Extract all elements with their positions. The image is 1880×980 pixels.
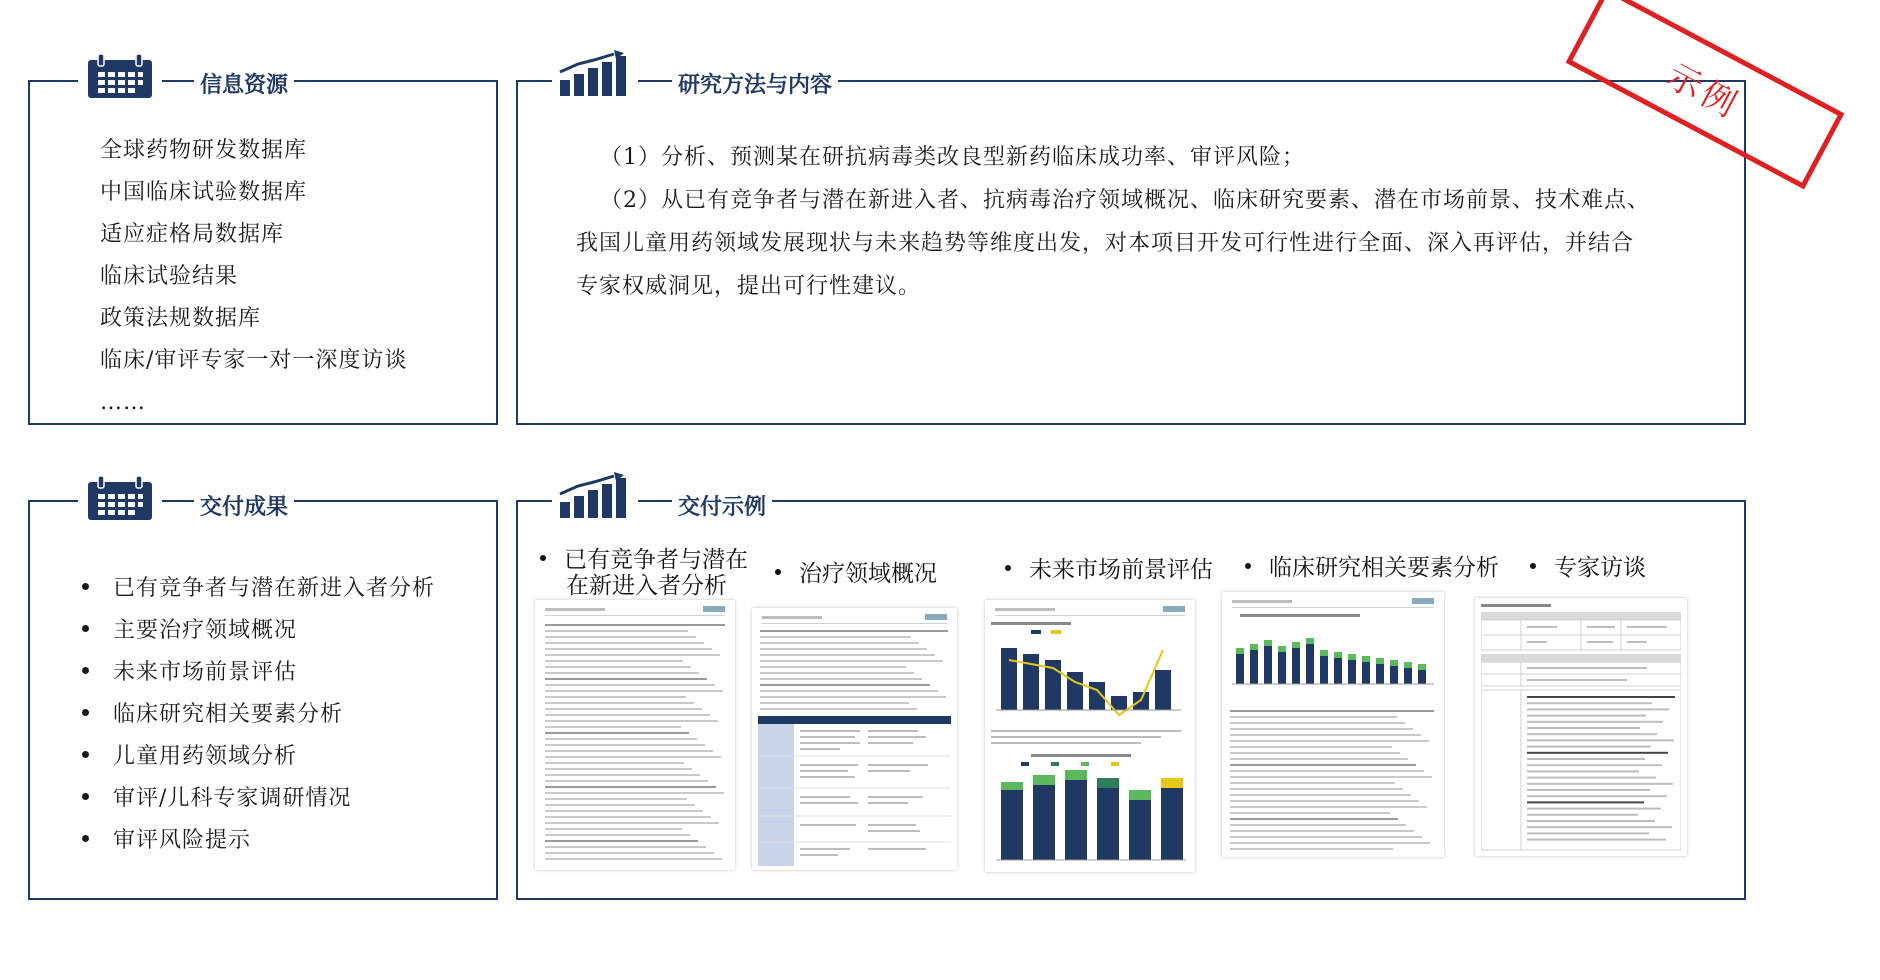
placeholder-text-line xyxy=(545,732,689,734)
placeholder-text-line xyxy=(545,636,696,638)
placeholder-text-line xyxy=(1527,826,1672,828)
placeholder-text-line xyxy=(545,654,720,656)
placeholder-text-line xyxy=(1230,752,1400,754)
placeholder-text-line xyxy=(545,696,686,698)
bullet-icon xyxy=(775,569,781,575)
bullet-icon xyxy=(1005,565,1011,571)
list-item: 审评风险提示 xyxy=(82,820,435,862)
placeholder-text-line xyxy=(760,678,922,680)
placeholder-text-line xyxy=(545,744,705,746)
placeholder-text-line xyxy=(1230,824,1406,826)
placeholder-text-line xyxy=(545,792,724,794)
sources-list xyxy=(100,130,407,424)
placeholder-text-line xyxy=(1527,739,1674,741)
example-thumbnail-clinical xyxy=(1222,592,1444,857)
thumb-bar-top xyxy=(1320,650,1328,656)
placeholder-text-line xyxy=(1527,746,1651,748)
placeholder-text-line xyxy=(545,750,713,752)
placeholder-text-line xyxy=(545,798,687,800)
bullet-icon xyxy=(82,751,89,758)
placeholder-text-line xyxy=(1230,746,1392,748)
thumb-bar xyxy=(1292,648,1300,684)
placeholder-text-line xyxy=(545,858,722,860)
bullet-icon xyxy=(82,835,89,842)
placeholder-text-line xyxy=(1230,722,1405,724)
placeholder-text-line xyxy=(760,636,911,638)
growth-chart-icon xyxy=(552,472,638,524)
placeholder-text-line xyxy=(545,756,721,758)
thumb-bar-top xyxy=(1236,648,1244,654)
placeholder-text-line xyxy=(545,834,690,836)
example-label-market: 未来市场前景评估 xyxy=(1005,556,1213,582)
placeholder-text-line xyxy=(545,630,688,632)
placeholder-text-line xyxy=(1230,818,1398,820)
placeholder-text-line xyxy=(1230,848,1393,850)
placeholder-text-line xyxy=(545,780,708,782)
placeholder-text-line xyxy=(1230,728,1413,730)
placeholder-text-line xyxy=(545,678,707,680)
placeholder-text-line xyxy=(760,702,909,704)
list-item: 临床/审评专家一对一深度访谈 xyxy=(100,348,408,373)
placeholder-text-line xyxy=(1230,812,1390,814)
example-label-competitors: 已有竞争者与潜在 在新进入者分析 xyxy=(540,546,748,598)
thumb-bar xyxy=(1334,658,1342,684)
calendar-icon xyxy=(78,476,162,526)
list-item: 审评/儿科专家调研情况 xyxy=(82,778,435,820)
placeholder-text-line xyxy=(1230,734,1421,736)
placeholder-text-line xyxy=(545,648,712,650)
placeholder-text-line xyxy=(1527,752,1668,754)
bullet-icon xyxy=(82,667,89,674)
placeholder-text-line xyxy=(545,672,699,674)
thumb-bar-top xyxy=(1390,660,1398,666)
placeholder-text-line xyxy=(545,738,697,740)
list-item: 主要治疗领域概况 xyxy=(82,610,435,652)
placeholder-text-line xyxy=(1230,836,1422,838)
placeholder-text-line xyxy=(545,624,725,626)
list-item: 全球药物研发数据库 xyxy=(100,138,308,163)
placeholder-text-line xyxy=(760,696,946,698)
list-item: 临床研究相关要素分析 xyxy=(82,694,435,736)
placeholder-text-line xyxy=(1527,814,1638,816)
thumb-bar-chart xyxy=(1230,612,1436,702)
thumb-bar xyxy=(1404,668,1412,684)
thumb-bar-top xyxy=(1404,662,1412,668)
thumb-bar-top xyxy=(1278,646,1286,652)
thumb-bar xyxy=(1320,656,1328,684)
example-thumbnail-expert xyxy=(1475,598,1687,856)
placeholder-text-line xyxy=(760,642,919,644)
placeholder-text-line xyxy=(1527,795,1667,797)
placeholder-text-line xyxy=(545,720,718,722)
list-item: 适应症格局数据库 xyxy=(100,222,285,247)
thumb-bar xyxy=(1306,644,1314,684)
placeholder-text-line xyxy=(1527,721,1663,723)
placeholder-text-line xyxy=(760,690,938,692)
placeholder-text-line xyxy=(1527,708,1669,710)
thumb-bar xyxy=(1418,670,1426,684)
methods-line-3: 我国儿童用药领域发展现状与未来趋势等维度出发，对本项目开发可行性进行全面、深入再评估，并结合 xyxy=(576,231,1635,256)
deliverables-list xyxy=(82,568,435,862)
placeholder-text-line xyxy=(545,768,692,770)
methods-line-2: （2）从已有竞争者与潜在新进入者、抗病毒治疗领域概况、临床研究要素、潜在市场前景、技术难点、 xyxy=(600,188,1651,213)
thumb-bar xyxy=(1250,650,1258,684)
placeholder-text-line xyxy=(545,708,702,710)
bullet-icon xyxy=(82,625,89,632)
stamp-text: 示例 xyxy=(1660,55,1747,127)
list-item: 儿童用药领域分析 xyxy=(82,736,435,778)
placeholder-text-line xyxy=(1230,806,1427,808)
thumb-bar-top xyxy=(1292,642,1300,648)
growth-chart-icon xyxy=(552,50,638,102)
thumb-bar-top xyxy=(1334,652,1342,658)
placeholder-text-line xyxy=(1230,830,1414,832)
bullet-icon xyxy=(1530,563,1536,569)
placeholder-text-line xyxy=(1527,702,1652,704)
placeholder-text-line xyxy=(545,846,706,848)
placeholder-text-line xyxy=(1230,716,1397,718)
thumb-interview-table xyxy=(1481,604,1681,854)
examples-title: 交付示例 xyxy=(672,490,772,521)
thumb-bar-top xyxy=(1362,656,1370,662)
placeholder-text-line xyxy=(1527,832,1649,834)
list-item: 中国临床试验数据库 xyxy=(100,180,308,205)
placeholder-text-line xyxy=(545,642,704,644)
placeholder-text-line xyxy=(760,666,906,668)
list-item: 未来市场前景评估 xyxy=(82,652,435,694)
example-label-therapy: 治疗领域概况 xyxy=(775,560,937,586)
list-item: 已有竞争者与潜在新进入者分析 xyxy=(82,568,435,610)
list-item: …… xyxy=(100,390,146,415)
placeholder-text-line xyxy=(1527,770,1639,772)
bullet-icon xyxy=(82,583,89,590)
thumb-bar-top xyxy=(1264,640,1272,646)
placeholder-text-line xyxy=(1230,800,1419,802)
thumb-bar-top xyxy=(1348,654,1356,660)
placeholder-text-line xyxy=(1230,782,1395,784)
placeholder-text-line xyxy=(1527,696,1675,698)
example-label-expert: 专家访谈 xyxy=(1530,554,1646,580)
methods-line-1: （1）分析、预测某在研抗病毒类改良型新药临床成功率、审评风险； xyxy=(600,145,1305,170)
placeholder-text-line xyxy=(545,852,714,854)
example-thumbnail-market xyxy=(985,600,1195,872)
thumb-bar xyxy=(1362,662,1370,684)
placeholder-text-line xyxy=(1527,758,1645,760)
placeholder-text-line xyxy=(1527,764,1662,766)
thumb-bar-top xyxy=(1418,664,1426,670)
placeholder-text-line xyxy=(1230,842,1430,844)
placeholder-text-line xyxy=(1527,777,1656,779)
placeholder-text-line xyxy=(760,630,948,632)
placeholder-text-line xyxy=(1527,801,1644,803)
placeholder-text-line xyxy=(1527,715,1646,717)
thumb-bar xyxy=(1348,660,1356,684)
placeholder-text-line xyxy=(545,666,691,668)
placeholder-text-line xyxy=(760,660,943,662)
placeholder-text-line xyxy=(545,726,681,728)
placeholder-text-line xyxy=(1230,788,1403,790)
thumb-bar xyxy=(1278,652,1286,684)
placeholder-text-line xyxy=(545,828,682,830)
sources-title: 信息资源 xyxy=(194,68,294,99)
example-thumbnail-therapy xyxy=(752,608,957,870)
placeholder-text-line xyxy=(1230,740,1429,742)
methods-title: 研究方法与内容 xyxy=(672,68,838,99)
placeholder-text-line xyxy=(545,714,710,716)
thumb-bar-top xyxy=(1306,638,1314,644)
placeholder-text-line xyxy=(545,684,715,686)
thumb-bar-top xyxy=(1250,644,1258,650)
placeholder-text-line xyxy=(760,708,917,710)
bullet-icon xyxy=(82,709,89,716)
placeholder-text-line xyxy=(1527,727,1640,729)
placeholder-text-line xyxy=(545,804,695,806)
bullet-icon xyxy=(1245,563,1251,569)
placeholder-text-line xyxy=(760,672,914,674)
thumb-bar xyxy=(1376,664,1384,684)
placeholder-text-line xyxy=(1527,733,1657,735)
placeholder-text-line xyxy=(760,654,935,656)
example-thumbnail-competitors xyxy=(535,600,735,870)
placeholder-text-line xyxy=(545,816,711,818)
placeholder-text-line xyxy=(545,810,703,812)
bullet-icon xyxy=(540,555,546,561)
thumb-charts xyxy=(991,620,1189,870)
placeholder-text-line xyxy=(545,702,694,704)
methods-line-4: 专家权威洞见，提出可行性建议。 xyxy=(576,274,922,299)
placeholder-text-line xyxy=(1527,789,1650,791)
placeholder-text-line xyxy=(545,762,684,764)
placeholder-text-line xyxy=(545,660,683,662)
calendar-icon xyxy=(78,54,162,104)
placeholder-text-line xyxy=(545,690,723,692)
placeholder-text-line xyxy=(1527,783,1673,785)
deliverables-title: 交付成果 xyxy=(194,490,294,521)
thumb-bar xyxy=(1264,646,1272,684)
placeholder-text-line xyxy=(1230,710,1434,712)
placeholder-text-line xyxy=(545,774,700,776)
thumb-bar xyxy=(1236,654,1244,684)
thumb-bar-top xyxy=(1376,658,1384,664)
placeholder-text-line xyxy=(545,840,698,842)
placeholder-text-line xyxy=(760,684,930,686)
methods-content xyxy=(576,136,1690,308)
placeholder-text-line xyxy=(1230,770,1424,772)
placeholder-text-line xyxy=(1230,776,1432,778)
thumb-bar xyxy=(1390,666,1398,684)
placeholder-text-line xyxy=(1230,758,1408,760)
placeholder-text-line xyxy=(545,786,716,788)
placeholder-text-line xyxy=(1230,794,1411,796)
bullet-icon xyxy=(82,793,89,800)
placeholder-text-line xyxy=(1527,820,1655,822)
thumb-table xyxy=(758,716,951,866)
placeholder-text-line xyxy=(1527,808,1661,810)
example-label-clinical: 临床研究相关要素分析 xyxy=(1245,554,1499,580)
placeholder-text-line xyxy=(760,648,927,650)
placeholder-text-line xyxy=(1527,839,1666,841)
placeholder-text-line xyxy=(545,822,719,824)
list-item: 政策法规数据库 xyxy=(100,306,262,331)
placeholder-text-line xyxy=(1230,764,1416,766)
list-item: 临床试验结果 xyxy=(100,264,239,289)
